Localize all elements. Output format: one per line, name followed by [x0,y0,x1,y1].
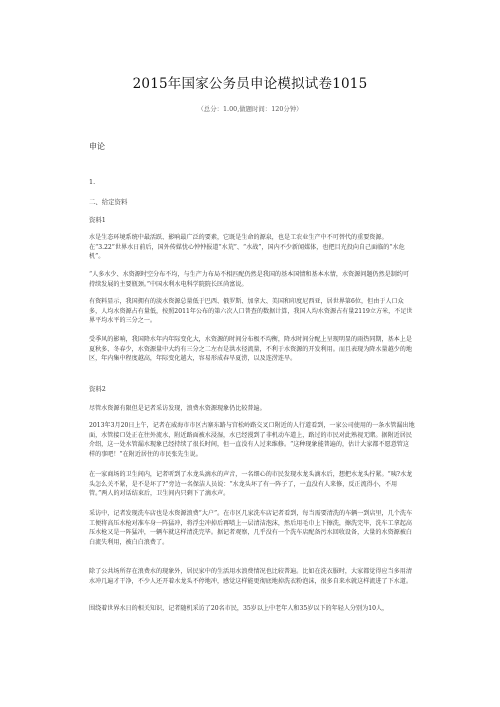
paragraph: 受季风的影响，我国降水年内年际变化大，水资源的时间分布极不均衡，降水时间分配上呈现明显的雨热同期，基本上是夏秋多、冬春少，水资源量中大约有三分之二左右是洪水径流量，不利于水资源的开发利用。而且表现为降水量越少的地区，年内集中程度越高，年际变化越大，容易形成春旱夏涝，以及连涝连旱。 [89,336,412,363]
paragraph: “人多水少、水资源时空分布不均，与生产力布局不相匹配仍然是我国的基本国情和基本水情，水资源问题仍然是制约可持续发展的主要瓶颈。”中国水利水电科学院院长匡尚富说。 [89,271,409,288]
paragraph: 采访中，记者发现洗车店也是水资源浪费“大户”。在市区几家洗车店记者看到，每当需要清洗的车辆一到店里，几个洗车工便将高压水枪对准车身一阵猛冲，将浮尘冲掉后再喷上一层清洁泡沫，然后用毛巾上下擦洗，擦洗完毕，洗车工拿起高压水枪又是一阵猛冲，一辆车就这样清洗完毕。据记者观察，几乎没有一个洗车店配备污水回收设备，大量的水资源被白白流失利用，被白白浪费了。 [89,510,413,546]
material-1-label: 资料1 [89,216,106,224]
question-number: 1. [89,178,96,186]
paragraph: 除了公共场所存在浪费水的现象外，居民家中的生活用水浪费情况也比较普遍。比如在洗衣服时，大家都觉得应当多用清水冲几遍才干净，不少人还开着水龙头不停地冲，感觉这样能更彻底地掉洗衣粉泡沫，很多自来水就这样流进了下水道。 [89,568,412,585]
exam-meta: （总分：1.00,做题时间：120分钟） [197,105,303,113]
paragraph: 围绕着世界水日的相关知识，记者随机采访了20名市民，35岁以上中老年人和35岁以下的年轻人分别为10人， [89,605,389,612]
paragraph: 在一家商场的卫生间内，记者听到了水龙头滴水的声音，一名细心的市民发现水龙头滴水后，想把水龙头拧紧。“咦?水龙头怎么关不紧，是不是坏了?”旁边一名保洁人员说：“水龙头坏了有一阵子了，一直没有人来修，反正流得小，不用管。”两人的对话结束后，卫生间内只剩下了滴水声。 [89,471,413,498]
paragraph: 有资料显示，我国拥有的淡水资源总量低于巴西、俄罗斯、加拿大、美国和印度尼西亚，居世界第6位，但由于人口众多，人均水资源占有量低，按照2011年公布的第六次人口普查的数据计算，我国人均水资源占有量2119立方米，不足世界平均水平的三分之一。 [89,298,413,325]
paragraph: 水是生态环境系统中最活跃、影响最广泛的要素，它既是生命的源泉，也是工农业生产中不可替代的重要资源。在“3.22”世界水日前后，国外传媒忧心忡忡报道“水荒”、“水战”，国内不少新闻媒体，也把目光投向自己面临的“水危机”。 [89,234,405,261]
paragraph: 2013年3月20日上午，记者在威海市市区古寨东路与宫松岭路交叉口附近的人行道看到，一家公司使用的一条水管漏出地面，水管接口处正在往外流水，附近路面被水浸湿，水已经漫到了非机动车道上，路过的市民对此熟视无睹。据附近居民介绍，这一处水管漏水现象已经持续了很长时间，但一直没有人过来维修。“这种现象能普遍的，估计大家都不愿意管这样的事吧！”在附近居住的市民张先生说。 [89,422,415,458]
document-title: 2015年国家公务员申论模拟试卷1015 [132,76,368,92]
section-heading: 申论 [89,142,105,151]
part-label: 二、给定资料 [89,198,128,206]
material-2-label: 资料2 [89,385,106,393]
paragraph: 尽管水资源有限但是记者采访发现，浪费水资源现象仍比较普遍。 [89,405,266,412]
